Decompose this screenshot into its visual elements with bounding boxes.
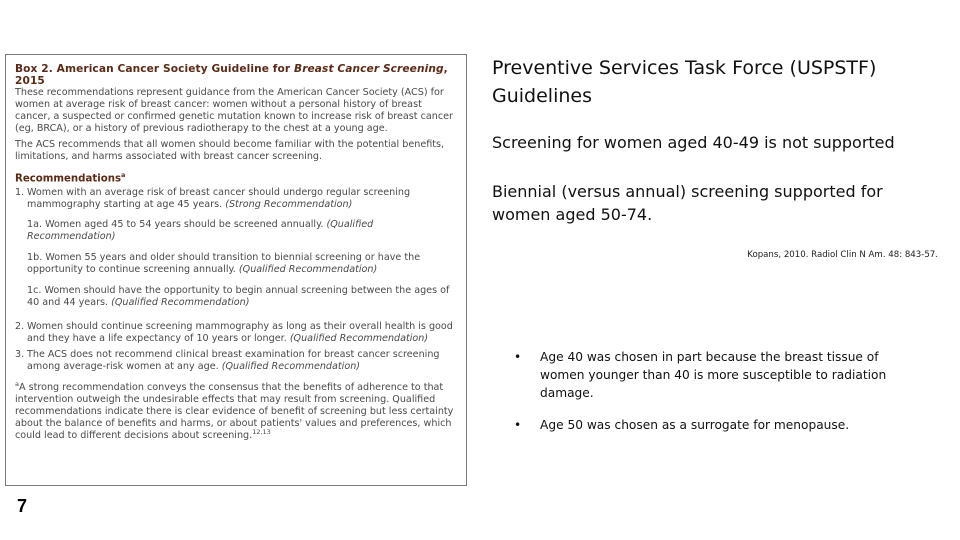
bullet-item: • Age 40 was chosen in part because the breast tissue of women younger than 40 is more susceptible to radiation damage. bbox=[514, 350, 887, 400]
bullet-icon: • bbox=[514, 350, 522, 364]
acs-guideline-box bbox=[5, 54, 467, 486]
recommendation-item: 1. Women with an average risk of breast cancer should undergo regular screening mammography starting at age 45 years. (Strong Recommendation) bbox=[15, 187, 411, 211]
citation: Kopans, 2010. Radiol Clin N Am. 48: 843-57. bbox=[747, 250, 938, 260]
recommendation-item: 2. Women should continue screening mammography as long as their overall health is good and they have a life expectancy of 10 years or longer. (Qualified Recommendation) bbox=[15, 321, 453, 345]
box-footnote: $^a$A strong recommendation conveys the consensus that the benefits of adherence to that intervention outweigh the undesirable effects that may result from screening. Qualified recommendations indicate there is clear evidence of benefit of screening but less certainty about the balance of benefits and harms, or about patients' values and preferences, which could lead to different decisions about screening.$^{12,13}$ bbox=[15, 380, 454, 442]
box-title: Box 2. American Cancer Society Guideline for Breast Cancer Screening, 2015 bbox=[15, 63, 448, 87]
slide-title: Preventive Services Task Force (USPSTF) Guidelines bbox=[492, 57, 877, 107]
recommendations-heading: Recommendations$^a$ bbox=[15, 171, 126, 185]
bullet-list bbox=[512, 348, 912, 448]
slide-number: 7 bbox=[17, 496, 28, 516]
box-acs-note: The ACS recommends that all women should become familiar with the potential benefits, limitations, and harms associated with breast cancer screening. bbox=[15, 139, 445, 162]
recommendation-item: 1a. Women aged 45 to 54 years should be screened annually. (Qualified Recommendation) bbox=[27, 219, 374, 243]
point-biennial-50-74: Biennial (versus annual) screening supported for women aged 50-74. bbox=[492, 182, 883, 224]
recommendation-item: 1b. Women 55 years and older should transition to biennial screening or have the opportunity to continue screening annually. (Qualified Recommendation) bbox=[27, 252, 421, 276]
point-screening-40-49: Screening for women aged 40-49 is not supported bbox=[492, 133, 895, 152]
recommendation-item: 1c. Women should have the opportunity to begin annual screening between the ages of 40 and 44 years. (Qualified Recommendation) bbox=[27, 285, 450, 309]
bullet-icon: • bbox=[514, 418, 522, 432]
bullet-item: • Age 50 was chosen as a surrogate for menopause. bbox=[514, 418, 850, 432]
recommendation-item: 3. The ACS does not recommend clinical breast examination for breast cancer screening among average-risk women at any age. (Qualified Recommendation) bbox=[15, 349, 440, 373]
box-intro: These recommendations represent guidance from the American Cancer Society (ACS) for women at average risk of breast cancer: women without a personal history of breast cancer, a suspected or confirmed genetic mutation known to increase risk of breast cancer (eg, BRCA), or a history of previous radiotherapy to the chest at a young age. bbox=[15, 87, 453, 134]
